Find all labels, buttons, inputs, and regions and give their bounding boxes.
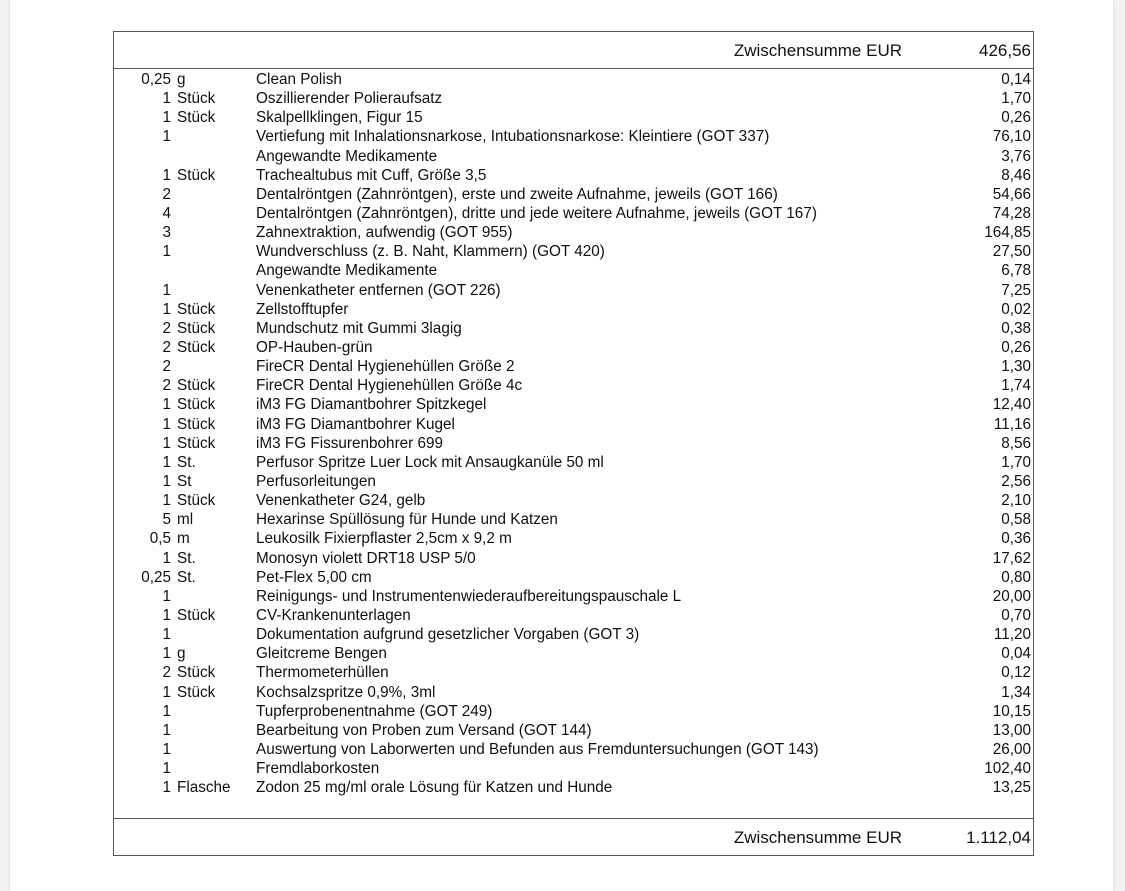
line-items [114, 70, 1033, 797]
item-description: Bearbeitung von Proben zum Versand (GOT 144) [256, 721, 592, 739]
line-item [114, 127, 1033, 146]
item-description: Gleitcreme Bengen [256, 645, 387, 663]
line-item [114, 663, 1033, 682]
item-unit: Stück [177, 300, 216, 318]
item-qty: 1 [162, 702, 171, 720]
line-item [114, 778, 1033, 797]
line-item [114, 721, 1033, 740]
item-qty: 1 [162, 453, 171, 471]
item-qty: 2 [162, 185, 171, 203]
item-description: iM3 FG Diamantbohrer Kugel [256, 415, 455, 433]
item-amount: 74,28 [992, 204, 1031, 222]
item-qty: 1 [162, 492, 171, 510]
item-amount: 2,56 [1001, 472, 1031, 490]
item-description: Mundschutz mit Gummi 3lagig [256, 319, 462, 337]
item-qty: 1 [162, 90, 171, 108]
line-item [114, 204, 1033, 223]
item-qty: 0,25 [141, 71, 171, 88]
item-amount: 10,15 [992, 702, 1031, 720]
item-qty: 1 [162, 281, 171, 299]
item-amount: 13,25 [992, 779, 1031, 797]
item-amount: 11,20 [993, 626, 1031, 644]
item-qty: 4 [162, 204, 171, 222]
item-amount: 0,26 [1001, 109, 1031, 127]
line-item [114, 606, 1033, 625]
line-item [114, 759, 1033, 778]
item-amount: 12,40 [992, 396, 1031, 414]
line-item [114, 242, 1033, 261]
line-item [114, 491, 1033, 510]
subtotal-bottom-label: Zwischensumme EUR [733, 828, 902, 847]
line-item [114, 281, 1033, 300]
item-amount: 1,30 [1001, 358, 1031, 376]
item-unit: Stück [177, 338, 216, 356]
item-qty: 1 [162, 128, 171, 146]
item-description: iM3 FG Diamantbohrer Spitzkegel [256, 396, 487, 414]
item-description: Hexarinse Spüllösung für Hunde und Katzen [256, 511, 558, 529]
item-amount: 102,40 [984, 760, 1031, 778]
item-unit: Stück [177, 606, 216, 624]
item-unit: Stück [177, 166, 216, 184]
item-unit: g [177, 645, 186, 663]
item-qty: 1 [162, 434, 171, 452]
item-qty: 1 [162, 300, 171, 318]
item-qty: 1 [162, 243, 171, 261]
item-description: Monosyn violett DRT18 USP 5/0 [256, 549, 476, 567]
line-item [114, 549, 1033, 568]
item-description: Angewandte Medikamente [256, 147, 438, 165]
line-item [114, 395, 1033, 414]
subtotal-top-value: 426,56 [979, 41, 1031, 60]
item-amount: 26,00 [992, 740, 1031, 758]
item-description: CV-Krankenunterlagen [256, 606, 411, 624]
item-qty: 1 [162, 779, 171, 797]
item-amount: 2,10 [1001, 492, 1031, 510]
item-amount: 8,46 [1001, 166, 1031, 184]
item-unit: St [177, 472, 192, 490]
item-description: Leukosilk Fixierpflaster 2,5cm x 9,2 m [256, 530, 512, 548]
item-amount: 8,56 [1001, 434, 1031, 452]
item-amount: 0,12 [1001, 664, 1031, 682]
item-description: Thermometerhüllen [256, 664, 389, 682]
item-qty: 1 [162, 606, 171, 624]
item-qty: 5 [162, 511, 171, 529]
item-amount: 0,58 [1001, 511, 1031, 529]
item-amount: 0,04 [1001, 645, 1031, 663]
line-item [114, 453, 1033, 472]
item-amount: 0,70 [1001, 606, 1031, 624]
item-description: Fremdlaborkosten [256, 760, 380, 778]
item-unit: Stück [177, 90, 216, 108]
line-item [114, 587, 1033, 606]
invoice-page [10, 0, 1113, 891]
item-description: FireCR Dental Hygienehüllen Größe 2 [256, 358, 515, 376]
item-unit: Stück [177, 109, 216, 127]
item-description: Venenkatheter entfernen (GOT 226) [256, 281, 501, 299]
invoice-table [113, 31, 1034, 856]
item-amount: 0,14 [1001, 71, 1031, 88]
item-amount: 17,62 [992, 549, 1031, 567]
item-amount: 76,10 [992, 128, 1031, 146]
item-description: Zellstofftupfer [256, 300, 349, 318]
line-item [114, 357, 1033, 376]
line-item [114, 376, 1033, 395]
item-qty: 1 [162, 166, 171, 184]
item-amount: 1,74 [1001, 377, 1031, 395]
item-qty: 2 [162, 358, 171, 376]
subtotal-top-row [114, 32, 1033, 69]
item-unit: Flasche [177, 779, 231, 797]
line-item [114, 319, 1033, 338]
line-item [114, 644, 1033, 663]
line-item [114, 434, 1033, 453]
item-qty: 1 [162, 760, 171, 778]
item-unit: St. [177, 453, 196, 471]
item-description: Zahnextraktion, aufwendig (GOT 955) [256, 224, 513, 242]
line-item [114, 472, 1033, 491]
item-amount: 27,50 [992, 243, 1031, 261]
item-description: FireCR Dental Hygienehüllen Größe 4c [256, 377, 523, 395]
item-amount: 0,38 [1001, 319, 1031, 337]
line-item [114, 568, 1033, 587]
item-description: Pet-Flex 5,00 cm [256, 568, 372, 586]
item-amount: 11,16 [993, 415, 1031, 433]
item-description: Clean Polish [256, 71, 342, 88]
line-item [114, 702, 1033, 721]
item-unit: St. [177, 549, 196, 567]
line-item [114, 147, 1033, 166]
line-item [114, 89, 1033, 108]
item-amount: 1,70 [1001, 90, 1031, 108]
item-amount: 6,78 [1001, 262, 1031, 280]
item-amount: 13,00 [992, 721, 1031, 739]
line-item [114, 300, 1033, 319]
item-qty: 0,25 [141, 568, 171, 586]
line-item [114, 70, 1033, 89]
line-item [114, 108, 1033, 127]
item-unit: Stück [177, 415, 216, 433]
item-qty: 3 [162, 224, 171, 242]
item-description: Wundverschluss (z. B. Naht, Klammern) (GOT 420) [256, 243, 605, 261]
item-unit: Stück [177, 492, 216, 510]
item-qty: 1 [162, 109, 171, 127]
item-description: Vertiefung mit Inhalationsnarkose, Intubationsnarkose: Kleintiere (GOT 337) [256, 128, 770, 146]
item-qty: 1 [162, 626, 171, 644]
item-qty: 1 [162, 740, 171, 758]
item-unit: Stück [177, 683, 216, 701]
item-qty: 1 [162, 549, 171, 567]
item-qty: 1 [162, 721, 171, 739]
item-description: Kochsalzspritze 0,9%, 3ml [256, 683, 436, 701]
item-unit: Stück [177, 434, 216, 452]
item-amount: 0,26 [1001, 338, 1031, 356]
item-unit: ml [177, 511, 194, 529]
item-unit: Stück [177, 319, 216, 337]
item-amount: 20,00 [992, 587, 1031, 605]
item-description: Auswertung von Laborwerten und Befunden aus Fremduntersuchungen (GOT 143) [256, 740, 819, 758]
item-amount: 1,70 [1001, 453, 1031, 471]
item-description: Reinigungs- und Instrumentenwiederaufbereitungspauschale L [256, 587, 682, 605]
item-amount: 164,85 [984, 224, 1031, 242]
item-description: Venenkatheter G24, gelb [256, 492, 426, 510]
item-amount: 0,02 [1001, 300, 1031, 318]
item-unit: Stück [177, 664, 216, 682]
item-qty: 1 [162, 396, 171, 414]
item-description: OP-Hauben-grün [256, 338, 373, 356]
item-description: Dentalröntgen (Zahnröntgen), dritte und jede weitere Aufnahme, jeweils (GOT 167) [256, 204, 817, 222]
item-qty: 1 [162, 415, 171, 433]
item-qty: 2 [162, 664, 171, 682]
line-item [114, 510, 1033, 529]
item-qty: 1 [162, 683, 171, 701]
item-description: Tupferprobenentnahme (GOT 249) [256, 702, 493, 720]
line-item [114, 415, 1033, 434]
line-item [114, 261, 1033, 280]
item-qty: 0,5 [149, 530, 171, 548]
item-qty: 2 [162, 377, 171, 395]
item-description: Trachealtubus mit Cuff, Größe 3,5 [256, 166, 487, 184]
line-item [114, 529, 1033, 548]
subtotal-bottom-value: 1.112,04 [966, 828, 1031, 847]
subtotal-bottom-row [114, 818, 1033, 855]
item-qty: 2 [162, 319, 171, 337]
item-unit: Stück [177, 377, 216, 395]
line-item [114, 223, 1033, 242]
item-amount: 0,80 [1001, 568, 1031, 586]
item-qty: 2 [162, 338, 171, 356]
item-amount: 54,66 [992, 185, 1031, 203]
item-amount: 0,36 [1001, 530, 1031, 548]
item-description: iM3 FG Fissurenbohrer 699 [256, 434, 444, 452]
item-description: Perfusorleitungen [256, 472, 376, 490]
line-item [114, 166, 1033, 185]
item-qty: 1 [162, 472, 171, 490]
item-unit: g [177, 71, 186, 88]
item-qty: 1 [162, 587, 171, 605]
line-item [114, 625, 1033, 644]
line-item [114, 683, 1033, 702]
item-description: Oszillierender Polieraufsatz [256, 90, 443, 108]
item-qty: 1 [162, 645, 171, 663]
item-description: Skalpellklingen, Figur 15 [256, 109, 423, 127]
item-description: Dentalröntgen (Zahnröntgen), erste und zweite Aufnahme, jeweils (GOT 166) [256, 185, 778, 203]
line-item [114, 740, 1033, 759]
item-description: Perfusor Spritze Luer Lock mit Ansaugkanüle 50 ml [256, 453, 604, 471]
item-description: Zodon 25 mg/ml orale Lösung für Katzen und Hunde [256, 779, 613, 797]
item-amount: 1,34 [1001, 683, 1031, 701]
item-unit: m [177, 530, 190, 548]
item-description: Dokumentation aufgrund gesetzlicher Vorgaben (GOT 3) [256, 626, 640, 644]
line-item [114, 185, 1033, 204]
line-item [114, 338, 1033, 357]
item-amount: 7,25 [1001, 281, 1031, 299]
subtotal-top-label: Zwischensumme EUR [733, 41, 902, 60]
item-unit: Stück [177, 396, 216, 414]
item-unit: St. [177, 568, 196, 586]
item-amount: 3,76 [1001, 147, 1031, 165]
item-description: Angewandte Medikamente [256, 262, 438, 280]
